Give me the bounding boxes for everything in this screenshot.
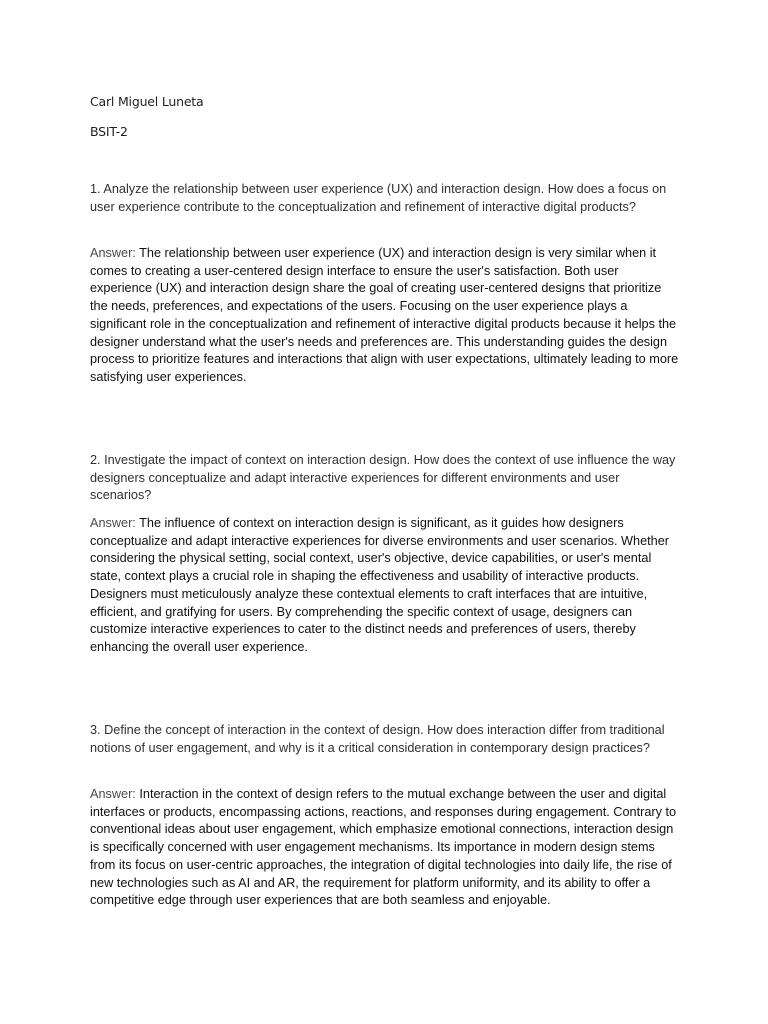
answer-1-text: The relationship between user experience (UX) and interaction design is very similar when it comes to creating a user-centered design interface to ensure the user's satisfaction. Both user experience (UX) and interaction design share the goal of creating user-centered designs that prioritize the needs, preferences, and expectations of the users. Focusing on the user experience plays a significant role in the conceptualization and refinement of interactive digital products because it helps the designer understand what the user's needs and preferences are. This understanding guides the design process to prioritize features and interactions that align with user expectations, ultimately leading to more satisfying user experiences.: [90, 246, 679, 384]
question-2: 2. Investigate the impact of context on interaction design. How does the context of use influence the way designers conceptualize and adapt interactive experiences for different environments and user scenarios?: [90, 453, 676, 503]
answer-label: Answer:: [90, 787, 136, 801]
question-1: 1. Analyze the relationship between user experience (UX) and interaction design. How does a focus on user experience contribute to the conceptualization and refinement of interactive digital products?: [90, 182, 667, 214]
question-3: 3. Define the concept of interaction in the context of design. How does interaction differ from traditional notions of user engagement, and why is it a critical consideration in contemporary design practices?: [90, 723, 665, 755]
answer-2: [90, 515, 680, 657]
answer-label: Answer:: [90, 516, 136, 530]
answer-2-text: The influence of context on interaction design is significant, as it guides how designers conceptualize and adapt interactive experiences for diverse environments and user scenarios. Whether considering the physical setting, social context, user's objective, device capabilities, or user's mental state, context plays a crucial role in shaping the effectiveness and usability of interactive products. Designers must meticulously analyze these contextual elements to craft interfaces that are intuitive, efficient, and gratifying for users. By comprehending the specific context of usage, designers can customize interactive experiences to cater to the distinct needs and preferences of users, thereby enhancing the overall user experience.: [90, 516, 670, 654]
answer-label: Answer:: [90, 246, 136, 260]
program-name: BSIT-2: [90, 124, 128, 139]
answer-3: [90, 786, 680, 910]
answer-3-text: Interaction in the context of design refers to the mutual exchange between the user and digital interfaces or products, encompassing actions, reactions, and responses during engagement. Contrary to conventional ideas about user engagement, which emphasize emotional connections, interaction design is specifically concerned with user engagement mechanisms. Its importance in modern design stems from its focus on user-centric approaches, the integration of digital technologies into daily life, the rise of new technologies such as AI and AR, the requirement for platform uniformity, and its ability to offer a competitive edge through user experiences that are both seamless and enjoyable.: [90, 787, 677, 908]
author-name: Carl Miguel Luneta: [90, 94, 204, 109]
answer-1: [90, 245, 680, 387]
